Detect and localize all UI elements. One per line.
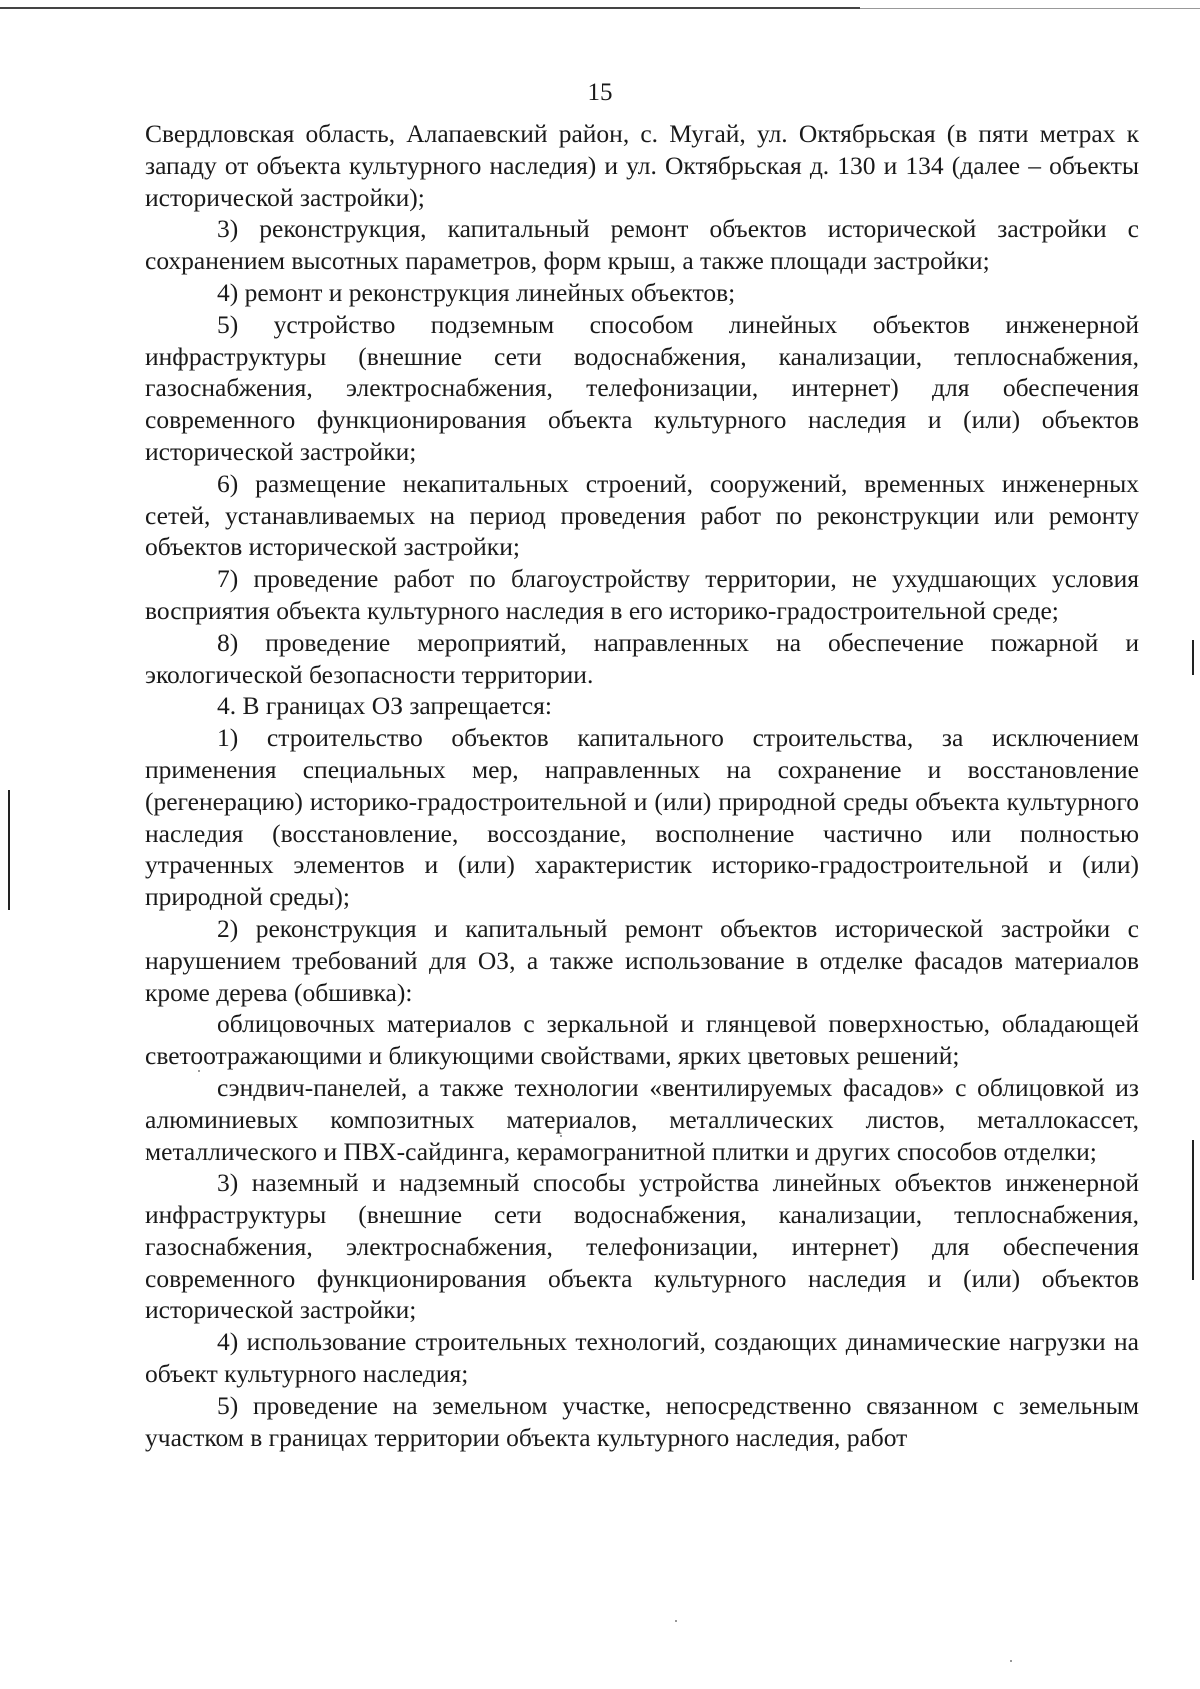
paragraph: Свердловская область, Алапаевский район, с. Мугай, ул. Октябрьская (в пяти метрах к западу от объекта культурного наследия) и ул. Октябрьская д. 130 и 134 (далее – объекты исторической застройки); — [145, 119, 1139, 212]
scan-edge-right-lower — [1192, 1140, 1194, 1280]
scan-speck — [1010, 1660, 1012, 1662]
section-heading: 4. В границах ОЗ запрещается: — [217, 691, 552, 721]
scan-border-top — [0, 7, 860, 9]
paragraph: 4) ремонт и реконструкция линейных объектов; — [217, 277, 736, 307]
scan-edge-right-upper — [1192, 640, 1194, 675]
scan-speck — [675, 1620, 677, 1622]
paragraph: 8) проведение мероприятий, направленных на обеспечение пожарной и экологической безопасности территории. — [145, 627, 1139, 689]
page-number: 15 — [587, 79, 613, 106]
paragraph: 3) наземный и надземный способы устройства линейных объектов инженерной инфраструктуры (внешние сети водоснабжения, канализации, теплоснабжения, газоснабжения, электроснабжения, телефонизации, интернет) для обеспечения современного функционирования объекта культурного наследия и (или) объектов исторической застройки; — [145, 1168, 1139, 1325]
scan-edge-left — [8, 790, 10, 910]
scan-speck — [560, 1135, 562, 1137]
document-body — [145, 118, 1139, 1453]
paragraph: 5) проведение на земельном участке, непосредственно связанном с земельным участком в границах территории объекта культурного наследия, работ — [145, 1390, 1139, 1452]
paragraph: 5) устройство подземным способом линейных объектов инженерной инфраструктуры (внешние сети водоснабжения, канализации, теплоснабжения, газоснабжения, электроснабжения, телефонизации, интернет) для обеспечения современного функционирования объекта культурного наследия и (или) объектов исторической застройки; — [145, 309, 1139, 466]
scan-speck — [198, 1070, 200, 1072]
paragraph: облицовочных материалов с зеркальной и глянцевой поверхностью, обладающей светоотражающими и бликующими свойствами, ярких цветовых решений; — [145, 1009, 1139, 1071]
paragraph: 6) размещение некапитальных строений, сооружений, временных инженерных сетей, устанавливаемых на период проведения работ по реконструкции или ремонту объектов исторической застройки; — [145, 468, 1139, 562]
paragraph: 7) проведение работ по благоустройству территории, не ухудшающих условия восприятия объекта культурного наследия в его историко-градостроительной среде; — [145, 564, 1139, 625]
paragraph: сэндвич-панелей, а также технологии «вентилируемых фасадов» с облицовкой из алюминиевых композитных материалов, металлических листов, металлокассет, металлического и ПВХ-сайдинга, керамогранитной плитки и других способов отделки; — [145, 1072, 1139, 1166]
paragraph: 3) реконструкция, капитальный ремонт объектов исторической застройки с сохранением высотных параметров, форм крыш, а также площади застройки; — [145, 214, 1139, 276]
paragraph: 4) использование строительных технологий, создающих динамические нагрузки на объект культурного наследия; — [145, 1327, 1139, 1389]
paragraph: 2) реконструкция и капитальный ремонт объектов исторической застройки с нарушением требований для ОЗ, а также использование в отделке фасадов материалов кроме дерева (обшивка): — [145, 913, 1139, 1007]
paragraph: 1) строительство объектов капитального строительства, за исключением применения специальных мер, направленных на сохранение и восстановление (регенерацию) историко-градостроительной и (или) природной среды объекта культурного наследия (восстановление, воссоздание, восполнение частично или полностью утраченных элементов и (или) характеристик историко-градостроительной и (или) природной среды); — [145, 723, 1139, 912]
scan-border-top-faint — [860, 8, 1200, 9]
